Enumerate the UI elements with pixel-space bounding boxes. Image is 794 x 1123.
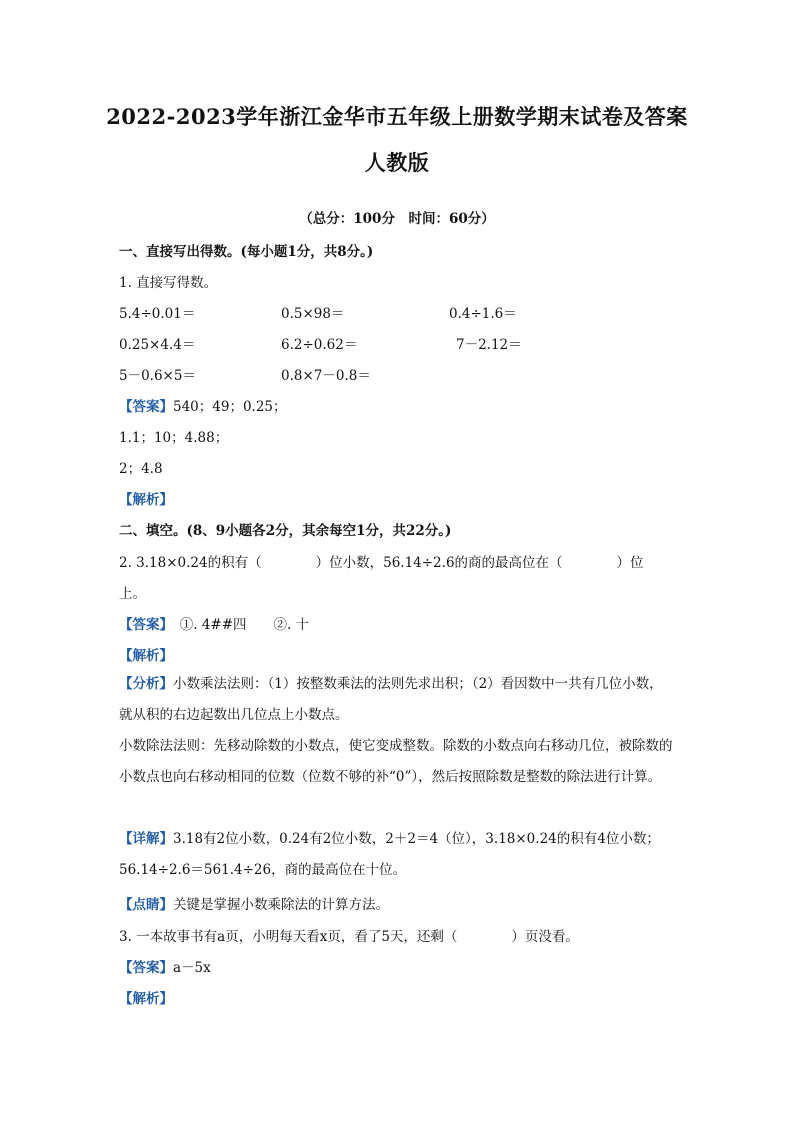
document-title: 2022-2023学年浙江金华市五年级上册数学期末试卷及答案 <box>106 104 688 129</box>
calc-item: 7－2.12＝ <box>456 337 522 353</box>
q3-text: 3. 一本故事书有a页，小明每天看x页，看了5天，还剩（ ）页没看。 <box>119 929 579 945</box>
document-subtitle: 人教版 <box>364 150 430 175</box>
fenxi-paragraph <box>119 669 675 731</box>
q3-analysis-tag: 【解析】 <box>119 991 173 1007</box>
xiangjie-text: 3.18有2位小数，0.24有2位小数，2＋2＝4（位），3.18×0.24的积有4位小数；56.14÷2.6＝561.4÷26，商的最高位在十位。 <box>119 831 660 878</box>
section2-heading: 二、填空。(8、9小题各2分，其余每空1分，共22分。) <box>119 523 452 539</box>
calc-item: 0.5×98＝ <box>281 306 345 322</box>
calc-item: 5－0.6×5＝ <box>119 368 196 384</box>
calc-item: 5.4÷0.01＝ <box>119 306 196 322</box>
xiangjie-tag: 【详解】 <box>119 831 173 847</box>
xiangjie-paragraph <box>119 824 675 886</box>
answer-tag: 【答案】 <box>119 617 167 633</box>
calc-item: 0.4÷1.6＝ <box>449 306 517 322</box>
q2-answer <box>119 613 309 633</box>
q2-text-cont: 上。 <box>119 586 146 602</box>
q1-analysis-tag: 【解析】 <box>119 492 173 508</box>
calc-item: 0.8×7－0.8＝ <box>281 368 371 384</box>
q1-answer-line3: 2；4.8 <box>119 461 163 477</box>
score-time-info: （总分：100分 时间：60分） <box>299 211 495 227</box>
calc-item: 6.2÷0.62＝ <box>281 337 358 353</box>
answer-tag: 【答案】 <box>119 960 173 976</box>
q2-analysis-tag: 【解析】 <box>119 648 173 664</box>
answer-text: 540；49；0.25； <box>173 399 287 415</box>
dianjing-text: 关键是掌握小数乘除法的计算方法。 <box>173 897 389 913</box>
fenxi-tag: 【分析】 <box>119 676 173 692</box>
q1-prompt: 1. 直接写得数。 <box>119 275 218 291</box>
q3-answer <box>119 956 211 976</box>
dianjing-tag: 【点睛】 <box>119 897 173 913</box>
answer-text: ①. 4##四 ②. 十 <box>166 617 310 633</box>
fenxi-text: 小数乘法法则：（1）按整数乘法的法则先求出积；（2）看因数中一共有几位小数，就从积的右边起数出几位点上小数点。 <box>119 676 663 723</box>
calc-item: 0.25×4.4＝ <box>119 337 196 353</box>
answer-tag: 【答案】 <box>119 399 173 415</box>
answer-text: a－5x <box>173 960 211 976</box>
q2-text: 2. 3.18×0.24的积有（ ）位小数，56.14÷2.6的商的最高位在（ ）位 <box>119 555 644 571</box>
division-rule-paragraph: 小数除法法则：先移动除数的小数点，使它变成整数。除数的小数点向右移动几位，被除数的小数点也向右移动相同的位数（位数不够的补“0”），然后按照除数是整数的除法进行计算。 <box>119 738 673 785</box>
q1-answer-line2: 1.1；10；4.88； <box>119 430 229 446</box>
dianjing-paragraph <box>119 893 389 913</box>
q1-answer <box>119 395 287 415</box>
section1-heading: 一、直接写出得数。(每小题1分，共8分。) <box>119 244 374 260</box>
